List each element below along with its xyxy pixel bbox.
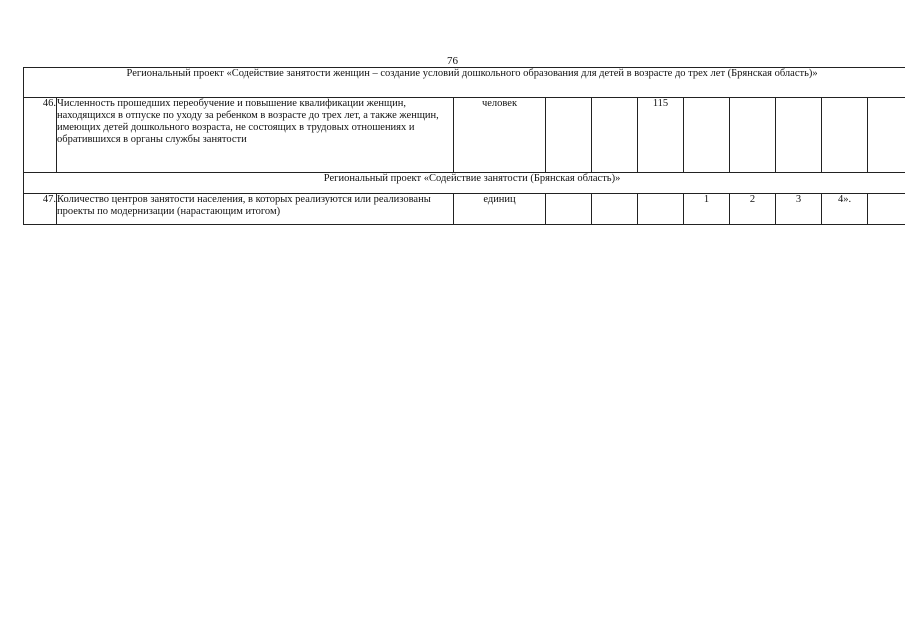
value-cell-extra	[868, 194, 905, 225]
unit-cell: человек	[454, 98, 546, 173]
table-row	[24, 98, 905, 173]
value-cell	[592, 98, 638, 173]
row-number: 47.	[24, 194, 57, 225]
section-header-row	[24, 173, 905, 194]
value-cell	[822, 98, 868, 173]
value-cell: 4».	[822, 194, 868, 225]
value-cell	[546, 98, 592, 173]
value-cell	[546, 194, 592, 225]
indicators-table	[23, 67, 905, 225]
value-cell: 115	[638, 98, 684, 173]
value-cell	[684, 98, 730, 173]
value-cell	[638, 194, 684, 225]
section-header-row	[24, 68, 905, 98]
page-number: 76	[447, 55, 458, 67]
indicator-name: Количество центров занятости населения, в которых реализуются или реализованы проекты по модернизации (нарастающим итогом)	[57, 194, 454, 225]
unit-cell: единиц	[454, 194, 546, 225]
value-cell	[592, 194, 638, 225]
value-cell	[776, 98, 822, 173]
section-title: Региональный проект «Содействие занятости (Брянская область)»	[24, 173, 905, 194]
value-cell: 2	[730, 194, 776, 225]
indicator-name: Численность прошедших переобучение и повышение квалификации женщин, находящихся в отпуске по уходу за ребенком в возрасте до трех лет, а также женщин, имеющих детей дошкольного возраста, не состоящих в трудовых отношениях и обратившихся в органы службы занятости	[57, 98, 454, 173]
value-cell: 1	[684, 194, 730, 225]
value-cell	[730, 98, 776, 173]
table-row	[24, 194, 905, 225]
value-cell: 3	[776, 194, 822, 225]
value-cell-extra	[868, 98, 905, 173]
section-title: Региональный проект «Содействие занятости женщин – создание условий дошкольного образования для детей в возрасте до трех лет (Брянская область)»	[24, 68, 905, 98]
row-number: 46.	[24, 98, 57, 173]
